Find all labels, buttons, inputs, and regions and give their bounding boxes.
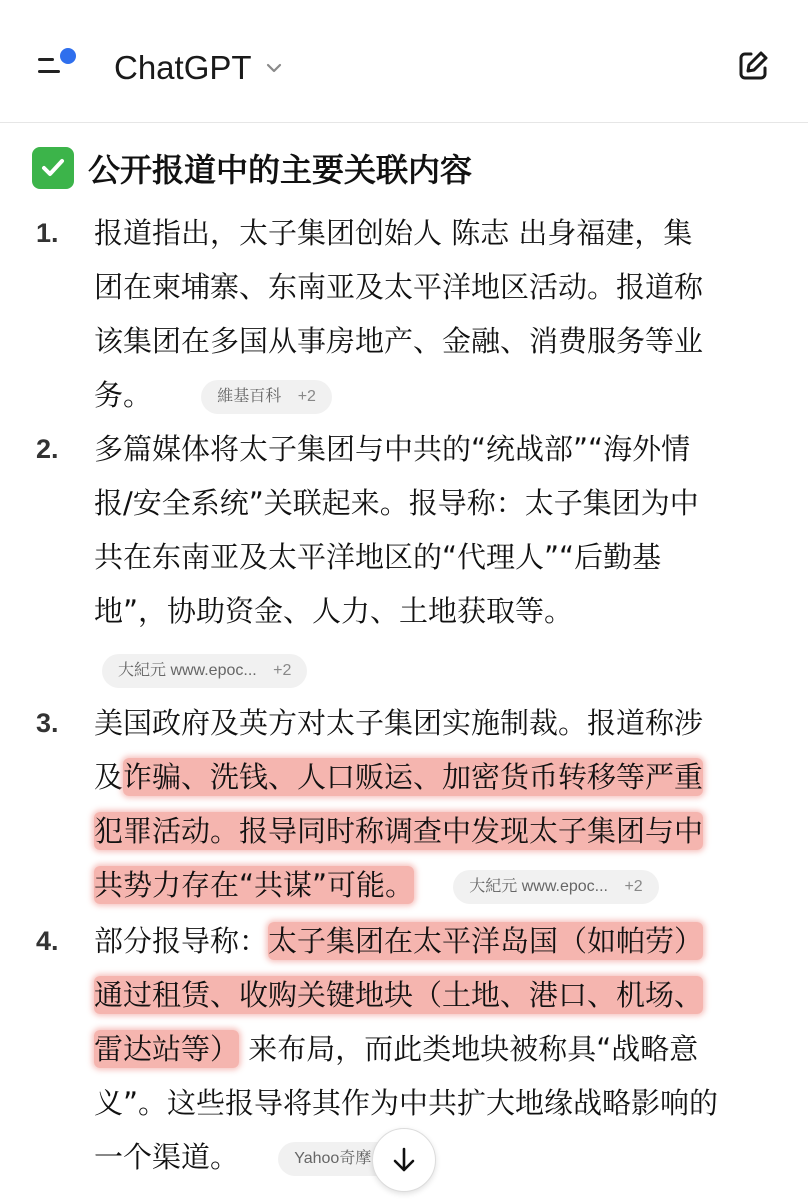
source-count: +2 — [297, 388, 316, 405]
app-title: ChatGPT — [114, 49, 252, 86]
source-label: 大紀元 www.epoc... — [118, 662, 257, 679]
highlighted-text: 共势力存在“共谋”可能。 — [94, 868, 415, 902]
item-line: 该集团在多国从事房地产、金融、消费服务等业 — [94, 324, 704, 358]
item-line — [94, 1022, 698, 1076]
top-bar — [0, 0, 808, 123]
highlighted-text: 雷达站等） — [94, 1032, 240, 1066]
heading-text: 公开报道中的主要关联内容 — [88, 151, 473, 189]
source-label: Yahoo奇摩 — [294, 1150, 372, 1167]
scroll-down-button[interactable] — [372, 1128, 436, 1192]
item-line-text: 及 — [94, 760, 124, 794]
item-line: 共在东南亚及太平洋地区的“代理人”“后勤基 — [94, 540, 662, 574]
check-mark-icon — [32, 147, 74, 189]
source-count: +2 — [624, 878, 643, 895]
item-line: 报/安全系统”关联起来。报导称：太子集团为中 — [94, 486, 699, 520]
item-line: 美国政府及英方对太子集团实施制裁。报道称涉 — [94, 706, 704, 740]
item-line — [94, 368, 332, 422]
item-line — [94, 914, 703, 968]
item-line-text: 一个渠道。 — [94, 1140, 240, 1174]
edit-icon[interactable] — [735, 48, 771, 84]
source-count: +2 — [273, 662, 292, 679]
item-line — [94, 968, 703, 1022]
item-line: 报道指出，太子集团创始人 陈志 出身福建，集 — [94, 216, 693, 250]
item-line: 义”。这些报导将其作为中共扩大地缘战略影响的 — [94, 1086, 719, 1120]
item-line-text: 部分报导称： — [94, 924, 269, 958]
item-line-text: 务。 — [94, 378, 153, 412]
item-line — [94, 750, 703, 804]
item-line — [94, 858, 659, 912]
highlighted-text: 通过租赁、收购关键地块（土地、港口、机场、 — [94, 978, 704, 1012]
chevron-down-icon — [264, 58, 284, 78]
item-line: 多篇媒体将太子集团与中共的“统战部”“海外情 — [94, 432, 691, 466]
model-selector[interactable] — [114, 46, 284, 90]
list-number: 2. — [36, 434, 59, 464]
item-line — [94, 1130, 413, 1184]
source-chip[interactable] — [453, 870, 658, 904]
source-chip[interactable] — [102, 654, 307, 688]
source-label: 維基百科 — [217, 388, 282, 405]
item-line — [94, 804, 703, 858]
arrow-down-icon — [389, 1145, 419, 1175]
notification-dot — [60, 48, 76, 64]
section-heading — [32, 144, 472, 192]
item-line: 地”，协助资金、人力、土地获取等。 — [94, 594, 574, 628]
highlighted-text: 太子集团在太平洋岛国（如帕劳） — [268, 924, 704, 958]
item-line-text: 来布局，而此类地块被称具“战略意 — [248, 1032, 699, 1066]
item-line: 团在柬埔寨、东南亚及太平洋地区活动。报道称 — [94, 270, 704, 304]
highlighted-text: 诈骗、洗钱、人口贩运、加密货币转移等严重 — [123, 760, 704, 794]
menu-icon[interactable] — [34, 50, 80, 86]
source-chip[interactable] — [201, 380, 332, 414]
highlighted-text: 犯罪活动。报导同时称调查中发现太子集团与中 — [94, 814, 704, 848]
source-label: 大紀元 www.epoc... — [469, 878, 608, 895]
list-number: 4. — [36, 926, 59, 956]
list-number: 1. — [36, 218, 59, 248]
list-number: 3. — [36, 708, 59, 738]
